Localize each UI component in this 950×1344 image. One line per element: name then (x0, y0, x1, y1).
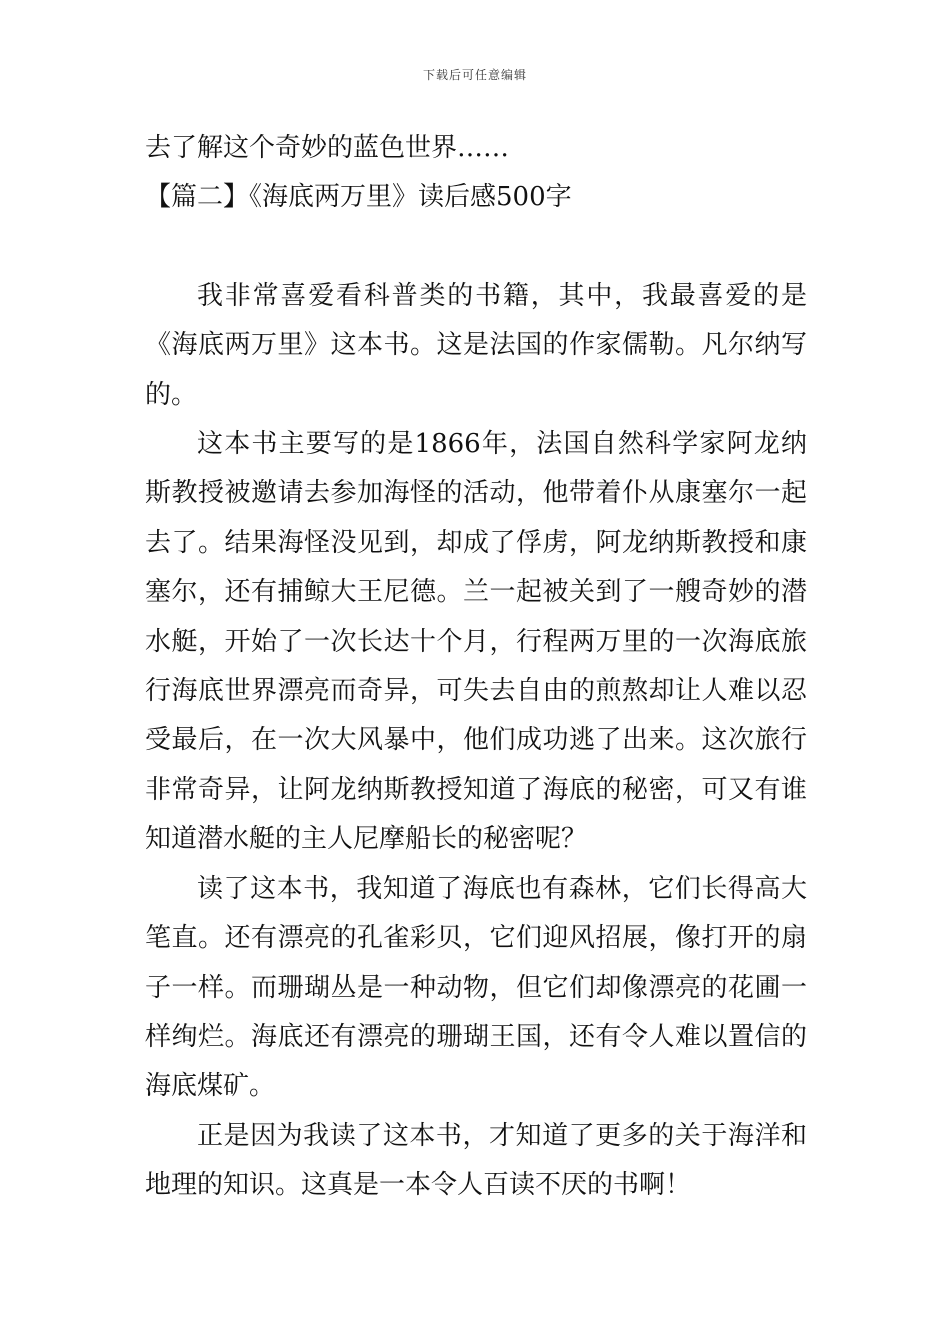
document-body (145, 124, 807, 1211)
spacer (145, 223, 807, 272)
paragraph-2: 这本书主要写的是1866年，法国自然科学家阿龙纳斯教授被邀请去参加海怪的活动，他带着仆从康塞尔一起去了。结果海怪没见到，却成了俘虏，阿龙纳斯教授和康塞尔，还有捕鲸大王尼德。兰一起被关到了一艘奇妙的潜水艇，开始了一次长达十个月，行程两万里的一次海底旅行海底世界漂亮而奇异，可失去自由的煎熬却让人难以忍受最后，在一次大风暴中，他们成功逃了出来。这次旅行非常奇异，让阿龙纳斯教授知道了海底的秘密，可又有谁知道潜水艇的主人尼摩船长的秘密呢？ (145, 429, 807, 855)
paragraph-3: 读了这本书，我知道了海底也有森林，它们长得高大笔直。还有漂亮的孔雀彩贝，它们迎风招展，像打开的扇子一样。而珊瑚丛是一种动物，但它们却像漂亮的花圃一样绚烂。海底还有漂亮的珊瑚王国，还有令人难以置信的海底煤矿。 (145, 873, 807, 1102)
section-title: 【篇二】《海底两万里》读后感500字 (145, 182, 572, 213)
lead-line: 去了解这个奇妙的蓝色世界…… (145, 133, 510, 163)
paragraph-1: 我非常喜爱看科普类的书籍，其中，我最喜爱的是《海底两万里》这本书。这是法国的作家儒勒。凡尔纳写的。 (145, 280, 807, 410)
paragraph-4: 正是因为我读了这本书，才知道了更多的关于海洋和地理的知识。这真是一本令人百读不厌的书啊！ (145, 1120, 807, 1201)
page-header-note: 下载后可任意编辑 (422, 68, 527, 82)
